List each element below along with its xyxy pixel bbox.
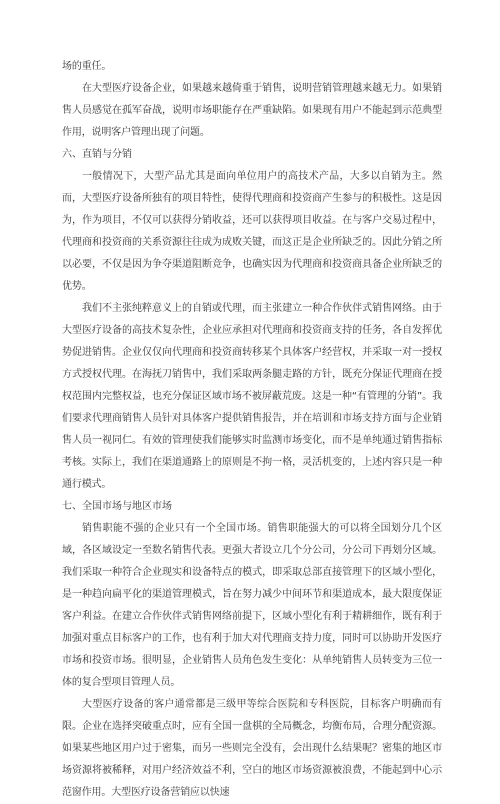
paragraph: 大型医疗设备的客户通常都是三级甲等综合医院和专科医院，目标客户明确而有限。企业在选择突破重点时，应有全国一盘棋的全局概念，均衡布局，合理分配资源。如果某些地区用户过于密集，而另一些则完全没有，会出现什么结果呢？密集的地区市场资源将被稀释，对用户经济效益不利，空白的地区市场资源被浪费，不能起到中心示范窗作用。大型医疗设备营销应以快速 bbox=[62, 699, 442, 798]
paragraph: 一般情况下，大型产品尤其是面向单位用户的高技术产品，大多以自销为主。然而，大型医疗设备所独有的项目特性，使得代理商和投资商产生参与的积极性。这是因为，作为项目，不仅可以获得分销收益，还可以获得项目收益。在与客户交易过程中，代理商和投资商的关系资源往往成为成败关键，而这正是企业所缺乏的。因此分销之所以必要，不仅是因为争夺渠道阻断竞争，也确实因为代理商和投资商具备企业所缺乏的优势。 bbox=[62, 171, 442, 292]
section-heading: 七、全国市场与地区市场 bbox=[62, 501, 172, 512]
paragraph: 我们不主张纯粹意义上的自销或代理，而主张建立一种合作伙伴式销售网络。由于大型医疗设备的高技术复杂性，企业应承担对代理商和投资商支持的任务，各自发挥优势促进销售。企业仅仅向代理商和投资商转移某个具体客户经营权，并采取一对一授权方式授权代理。在海抚刀销售中，我们采取两条腿走路的方针，既充分保证代理商在授权范围内完整权益，也充分保证区域市场不被屏蔽荒废。这是一种“有管理的分销”。我们要求代理商销售人员针对具体客户提供销售报告，并在培训和市场支持方面与企业销售人员一视同仁。有效的管理使我们能够实时监测市场变化，而不是单纯通过销售指标考核。实际上，我们在渠道通路上的原则是不拘一格，灵活机变的，上述内容只是一种通行模式。 bbox=[62, 303, 442, 490]
section-heading: 六、直销与分销 bbox=[62, 149, 132, 160]
document-page bbox=[62, 56, 442, 804]
paragraph: 在大型医疗设备企业，如果越来越倚重于销售，说明营销管理越来越无力。如果销售人员感觉在孤军奋战，说明市场职能存在严重缺陷。如果现有用户不能起到示范典型作用，说明客户管理出现了问题。 bbox=[62, 83, 442, 138]
paragraph: 场的重任。 bbox=[62, 61, 112, 72]
paragraph: 销售职能不强的企业只有一个全国市场。销售职能强大的可以将全国划分几个区域，各区域设定一至数名销售代表。更强大者设立几个分公司，分公司下再划分区域。我们采取一种符合企业现实和设备特点的模式，即采取总部直接管理下的区域小型化，是一种趋向扁平化的渠道管理模式，旨在努力减少中间环节和渠道成本，最大限度保证客户利益。在建立合作伙伴式销售网络前提下，区域小型化有利于精耕细作，既有利于加强对重点目标客户的工作，也有利于加大对代理商支持力度，同时可以协助开发医疗市场和投资市场。很明显，企业销售人员角色发生变化：从单纯销售人员转变为三位一体的复合型项目管理人员。 bbox=[62, 523, 442, 688]
